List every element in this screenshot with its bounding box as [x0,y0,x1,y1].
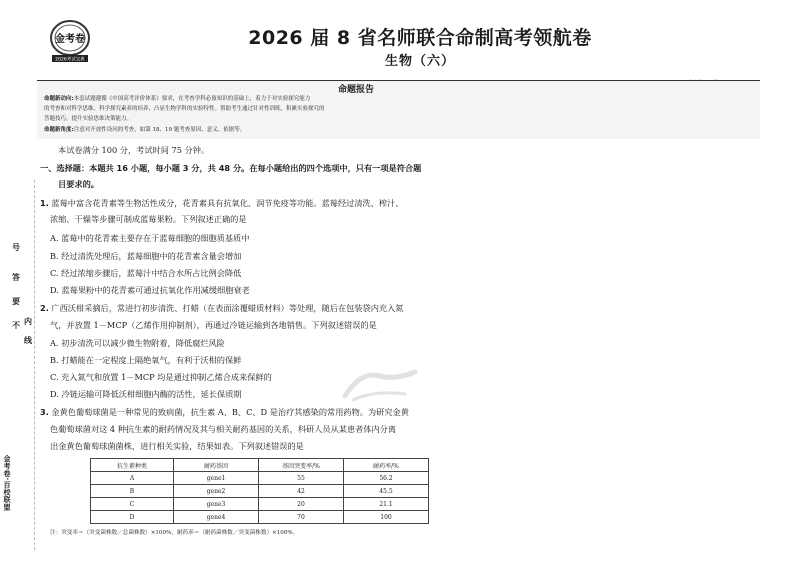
section-title: 一、选择题：本题共 16 小题，每小题 3 分，共 48 分。在每小题给出的四个选项中，只有一项是符合题 [40,163,422,173]
table-cell: B [91,485,174,498]
table-cell: A [91,472,174,485]
exam-info: 本试卷满分 100 分，考试时间 75 分钟。 [58,145,210,155]
exam-title: 2026 届 8 省名师联合命制高考领航卷 [248,27,592,49]
question-3-stem-cont: 出金黄色葡萄球菌菌株，进行相关实验，结果如表。下列叙述错误的是 [50,441,304,451]
table-cell: C [91,498,174,511]
question-1-option: A. 蓝莓中的花青素主要存在于蓝莓细胞的细胞质基质中 [50,233,250,243]
report-label: 命题新角度: [44,127,74,133]
report-line: 命题新角度:注意对开放性设问的考查，如第 18、19 题考查原因、意义、依据等。 [44,127,246,133]
table-note: 注：突变率＝（突变菌株数／总菌株数）×100%，耐药率＝（耐药菌株数／突变菌株数）×100%。 [50,530,299,536]
question-2-option: C. 充入氮气和放置 1－MCP 均是通过抑制乙烯合成来保鲜的 [50,372,272,382]
question-1-option: D. 蓝莓果粉中的花青素可通过抗氧化作用减缓细胞衰老 [50,285,250,295]
binding-char: 内 [24,317,32,326]
table-row [91,485,429,498]
question-2-stem: 2. 广西沃柑采摘后，常进行初步清洗、打蜡（在表面涂覆蜡质材料）等处理，随后在包装袋内充入氮 [40,303,404,313]
logo [44,17,96,65]
exam-subtitle: 生物（六） [384,54,455,69]
binding-line [34,180,35,550]
table-cell: D [91,511,174,524]
table-cell: 21.1 [344,498,429,511]
table-cell: gene1 [174,472,259,485]
table-cell: 42 [259,485,344,498]
data-table [90,458,429,524]
question-1-stem-cont: 浓缩、干燥等步骤可制成蓝莓果粉。下列叙述正确的是 [50,214,247,224]
report-line: 命题新动向:本套试题遵循《中国高考评价体系》要求，在考查学科必备知识的基础上，着力于对实验探究能力 [44,96,311,102]
table-header-row [91,459,429,472]
table-header-cell: 耐药率/% [344,459,429,472]
question-2-option: A. 初步清洗可以减少微生物附着，降低腐烂风险 [50,338,225,348]
binding-char: 线 [24,336,32,345]
section-title-cont: 目要求的。 [58,179,99,189]
logo-subtext: 2026考试宝典 [55,57,85,63]
report-line: 答题技巧，提升实验思维决策能力。 [44,116,133,122]
table-row [91,498,429,511]
table-cell: 100 [344,511,429,524]
table-cell: 55 [259,472,344,485]
table-cell: gene4 [174,511,259,524]
report-heading: 命题报告 [338,85,375,95]
logo-text: 金考卷 [55,34,85,45]
table-header-cell: 耐药基因 [174,459,259,472]
question-2-option: D. 冷链运输可降低沃柑细胞内酶的活性，延长保质期 [50,389,242,399]
question-3-stem-cont: 色葡萄球菌对这 4 种抗生素的耐药情况及其与相关耐药基因的关系，科研人员从某患者体内分离 [50,424,397,434]
table-cell: 56.2 [344,472,429,485]
report-label: 命题新动向: [44,96,74,102]
binding-char: 要 [12,297,20,306]
binding-char: 号 [12,243,20,252]
question-2-stem-cont: 气，并放置 1－MCP（乙烯作用抑制剂），再通过冷链运输到各地销售。下列叙述错误的是 [50,320,377,330]
table-row [91,511,429,524]
table-cell: 70 [259,511,344,524]
table-cell: gene3 [174,498,259,511]
question-3-stem: 3. 金黄色葡萄球菌是一种常见的致病菌，抗生素 A、B、C、D 是治疗其感染的常用药物。为研究金黄 [40,407,409,417]
watermark-icon [335,366,425,406]
table-header-cell: 基因突变率/% [259,459,344,472]
question-2-option: B. 打蜡能在一定程度上隔绝氧气，有利于沃柑的保鲜 [50,355,242,365]
binding-vertical-label: 金考卷·百校联盟 [3,455,11,511]
table-cell: gene2 [174,485,259,498]
table-cell: 45.5 [344,485,429,498]
question-1-option: B. 经过清洗处理后，蓝莓细胞中的花青素含量会增加 [50,251,242,261]
table-cell: 20 [259,498,344,511]
table-row [91,472,429,485]
question-1-stem: 1. 蓝莓中富含花青素等生物活性成分，花青素具有抗氧化、润节免疫等功能。蓝莓经过清洗、榨汁、 [40,198,404,208]
binding-char: 答 [12,273,20,282]
question-1-option: C. 经过浓缩步骤后，蓝莓汁中结合水所占比例会降低 [50,268,242,278]
binding-char: 不 [12,321,20,330]
report-line: 的考查和对科学思维、科学探究素养的培养，凸显生物学科的实验特性。帮助考生通过针对性训练，积累实验探究的 [44,106,325,112]
logo-emblem-icon [44,17,96,65]
table-header-cell: 抗生素种类 [91,459,174,472]
